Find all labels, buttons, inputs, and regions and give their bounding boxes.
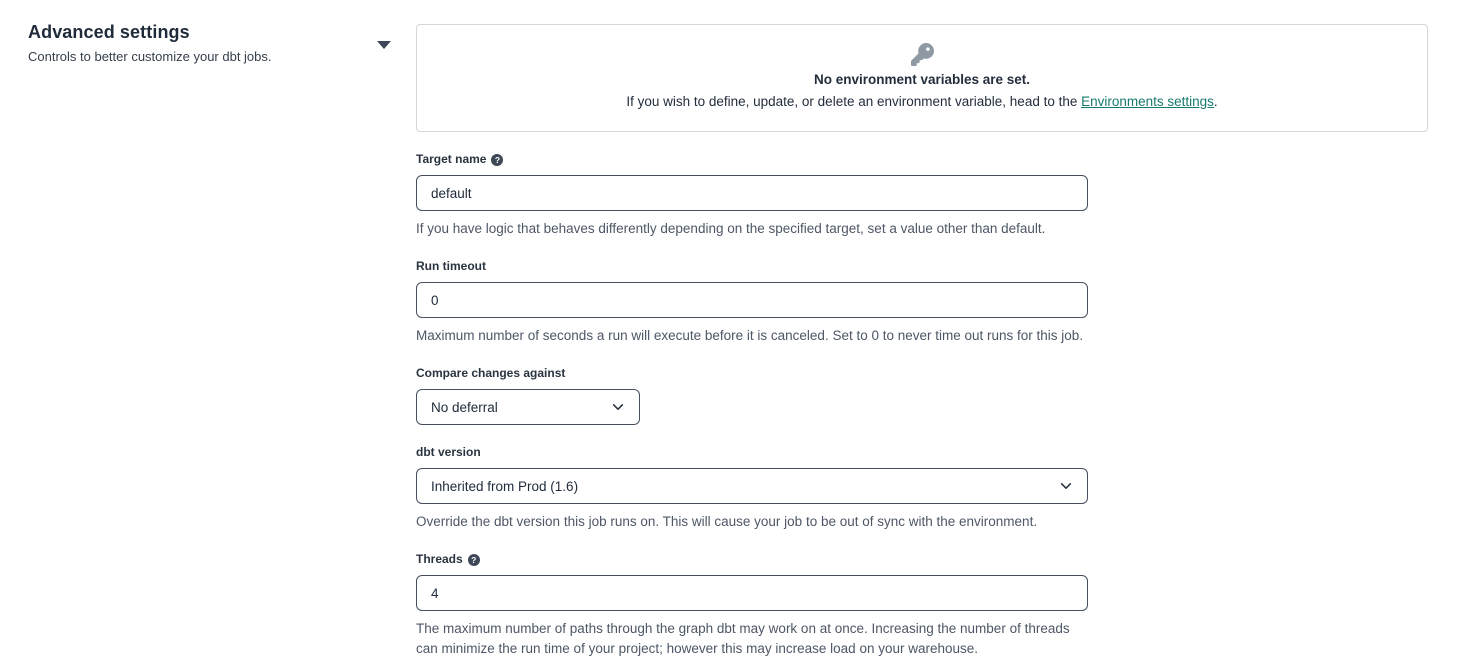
dbt-version-value: Inherited from Prod (1.6) — [431, 478, 579, 494]
section-header — [28, 0, 416, 65]
settings-form — [416, 152, 1088, 659]
env-card-body-prefix: If you wish to define, update, or delete an environment variable, head to the — [626, 94, 1082, 109]
threads-helper: The maximum number of paths through the graph dbt may work on at once. Increasing the number of threads can minimize the run time of your project; however this may increase load on your warehouse. — [416, 621, 1070, 656]
field-target-name-label-row — [416, 152, 1088, 167]
field-threads-label-row — [416, 552, 1088, 567]
run-timeout-input[interactable] — [416, 282, 1088, 318]
env-variables-card — [416, 24, 1428, 132]
caret-down-icon[interactable] — [377, 41, 391, 49]
run-timeout-helper: Maximum number of seconds a run will execute before it is canceled. Set to 0 to never time out runs for this job. — [416, 328, 1084, 343]
environments-settings-link[interactable]: Environments settings — [1081, 94, 1214, 109]
dbt-version-label: dbt version — [416, 445, 481, 459]
field-run-timeout-label-row — [416, 259, 1088, 274]
field-run-timeout — [416, 259, 1088, 346]
page-subtitle: Controls to better customize your dbt jobs. — [28, 49, 272, 64]
env-card-body — [437, 93, 1407, 111]
target-name-helper: If you have logic that behaves differently depending on the specified target, set a value other than default. — [416, 221, 1046, 236]
field-threads — [416, 552, 1088, 659]
field-dbt-version-label-row — [416, 445, 1088, 460]
target-name-label: Target name — [416, 152, 487, 166]
threads-label: Threads — [416, 552, 463, 566]
chevron-down-icon — [611, 400, 625, 414]
target-name-input[interactable] — [416, 175, 1088, 211]
env-card-title: No environment variables are set. — [813, 72, 1031, 87]
compare-changes-label: Compare changes against — [416, 366, 566, 380]
env-card-body-suffix: . — [1213, 94, 1218, 109]
settings-content — [416, 0, 1458, 659]
field-target-name — [416, 152, 1088, 239]
dbt-version-select[interactable] — [416, 468, 1088, 504]
field-compare-changes-label-row — [416, 366, 1088, 381]
threads-input[interactable] — [416, 575, 1088, 611]
question-circle-icon[interactable]: ? — [491, 154, 503, 166]
field-dbt-version — [416, 445, 1088, 532]
compare-changes-value: No deferral — [431, 399, 498, 415]
key-icon — [911, 43, 934, 67]
question-circle-icon[interactable]: ? — [468, 554, 480, 566]
run-timeout-label: Run timeout — [416, 259, 486, 273]
dbt-version-helper: Override the dbt version this job runs on. This will cause your job to be out of sync with the environment. — [416, 514, 1038, 529]
compare-changes-select[interactable] — [416, 389, 640, 425]
chevron-down-icon — [1059, 479, 1073, 493]
field-compare-changes — [416, 366, 1088, 425]
page-title: Advanced settings — [28, 22, 190, 42]
